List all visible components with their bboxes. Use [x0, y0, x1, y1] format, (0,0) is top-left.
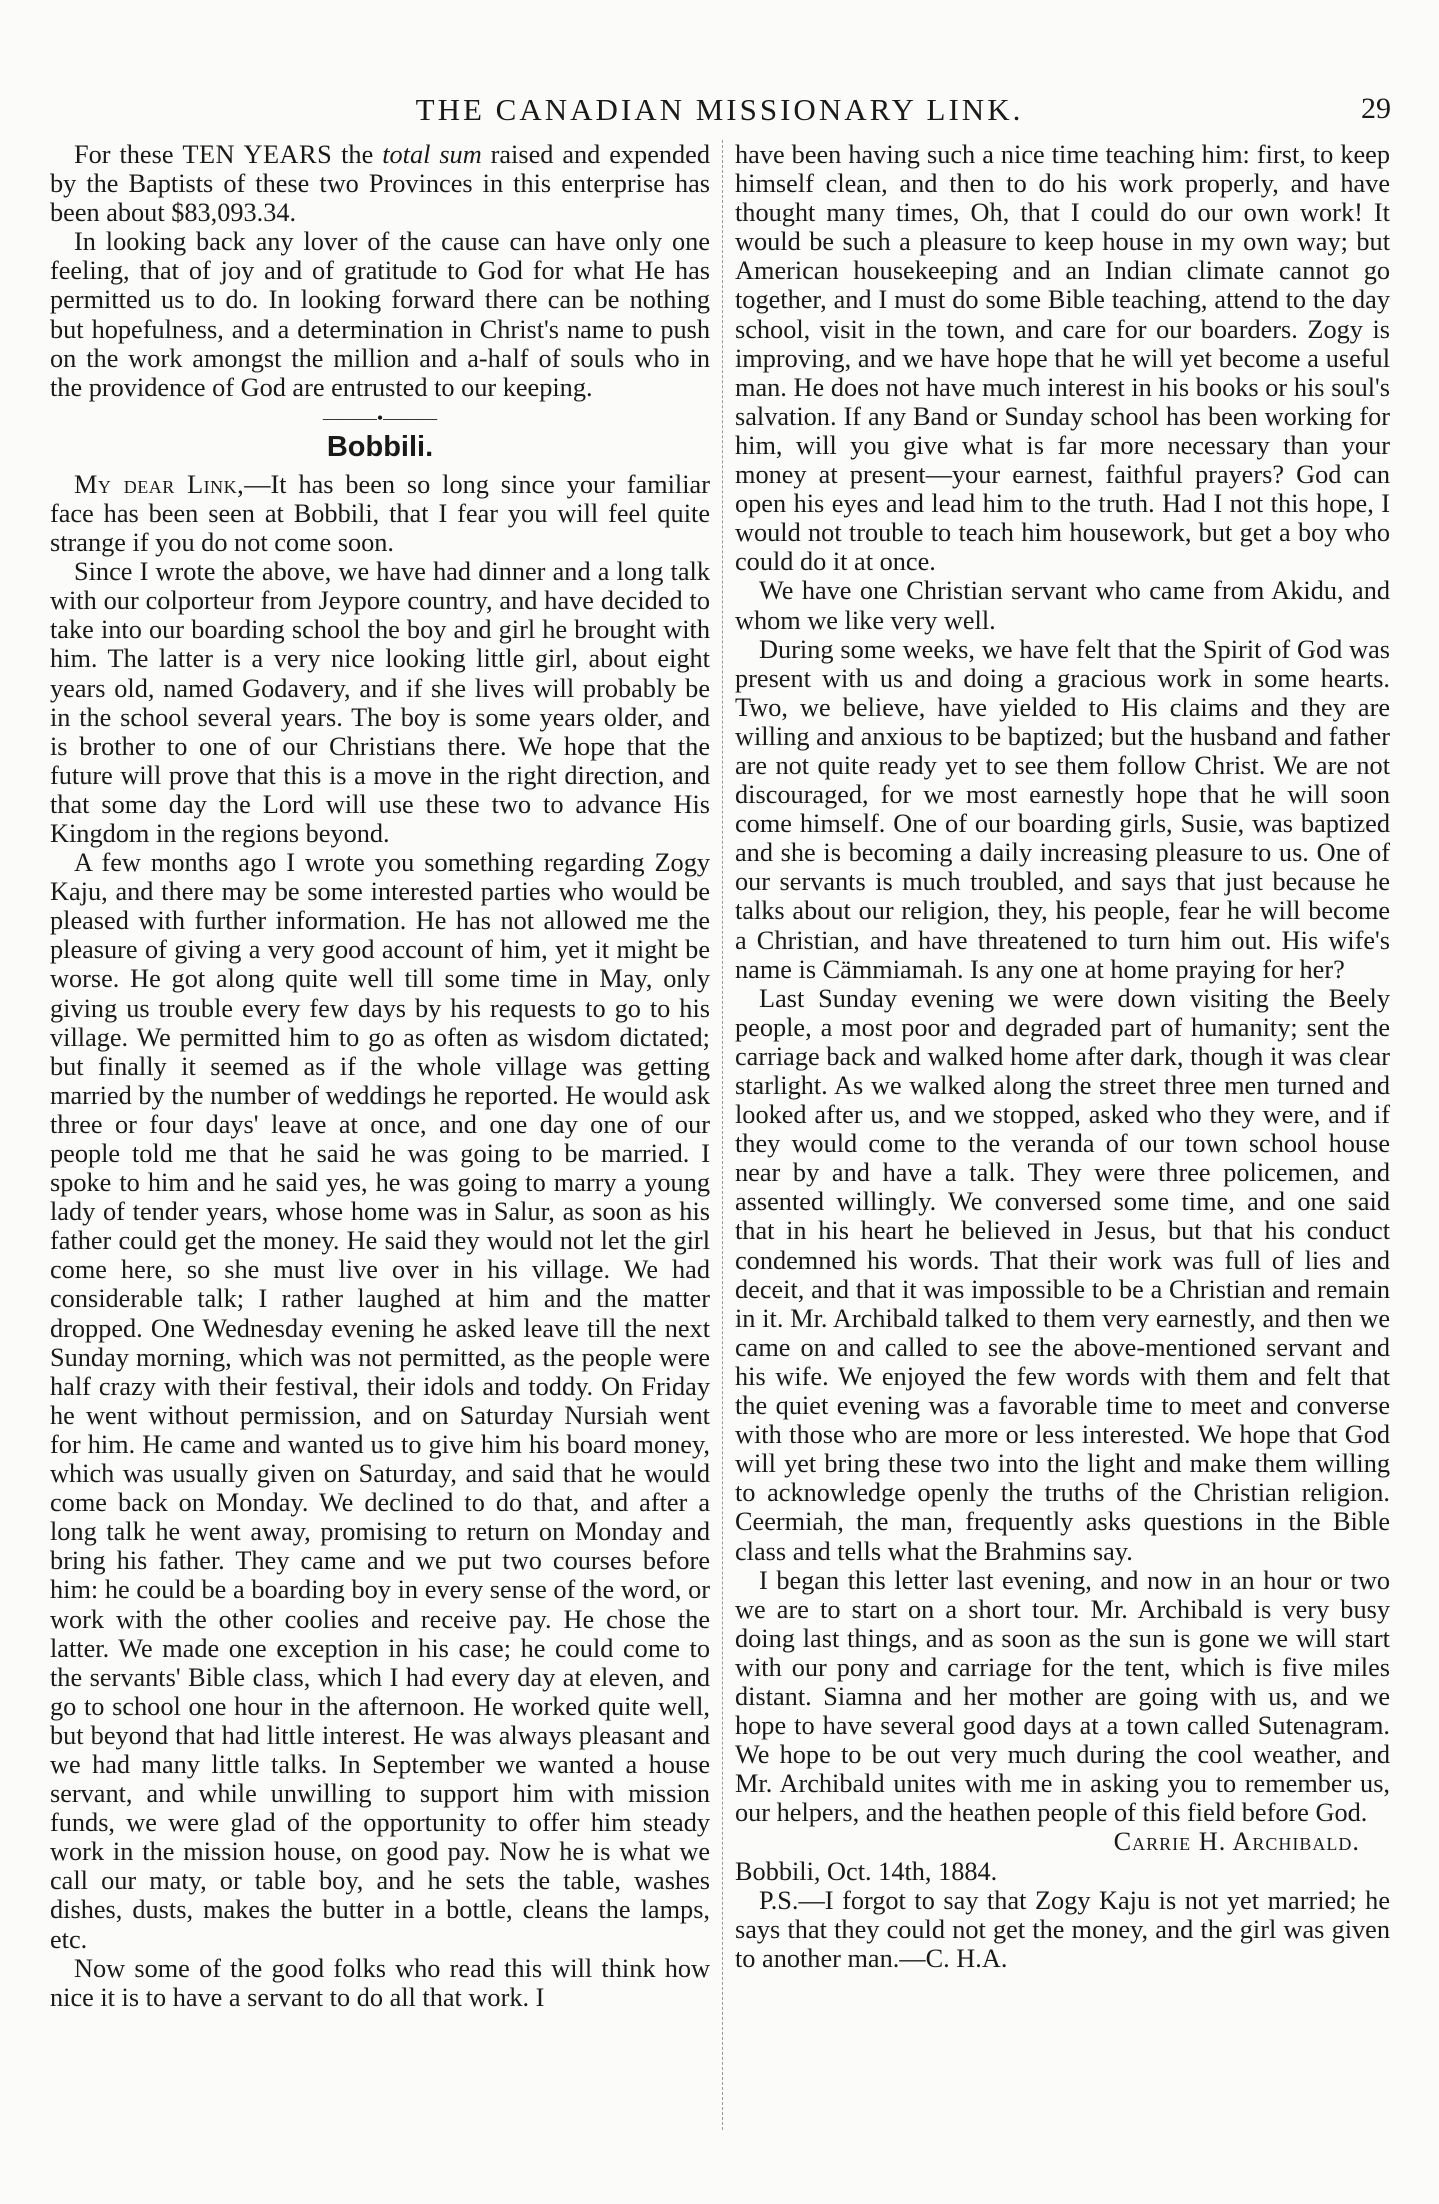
small-caps-run: TEN YEARS — [182, 140, 333, 169]
publication-title: THE CANADIAN MISSIONARY LINK. — [415, 92, 1024, 127]
continued-paragraph: have been having such a nice time teaching him: first, to keep himself clean, and then to do his work properly, and have thought many times, Oh, that I could do our own work! It would be such a pleasure to keep house in my own way; but American housekeeping and an Indian climate cannot go together, and I must do some Bible teaching, attend to the day school, visit in the town, and care for our boarders. Zogy is improving, and we have hope that he will yet become a useful man. He does not have much interest in his books or his soul's salvation. If any Band or Sunday school has been working for him, will you give what is far more necessary than your money at present—your earnest, faithful prayers? God can open his eyes and lead him to the truth. Had I not this hope, I would not trouble to teach him housework, but get a boy who could do it at once. — [735, 140, 1390, 577]
section-title: Bobbili. — [326, 430, 434, 463]
text-run: —It has been so long since your familiar face has been seen at Bobbili, that I fear you will feel quite strange if you do not come soon. — [50, 469, 710, 558]
body-paragraph: I began this letter last evening, and now in an hour or two we are to start on a short tour. Mr. Archibald is very busy doing last things, and as soon as the sun is gone we will start with our pony and carriage for the tent, which is five miles distant. Siamna and her mother are going with us, and we hope to have several good days at a town called Sutenagram. We hope to be out very much during the cool weather, and Mr. Archibald unites with me in asking you to remember us, our helpers, and the heathen people of this field before God. — [735, 1565, 1390, 1828]
text-run: For these — [74, 140, 183, 169]
looking-back-paragraph: In looking back any lover of the cause can have only one feeling, that of joy and of gratitude to God for what He has permitted us to do. In looking forward there can be nothing but hopefulness, and a determination in Christ's name to push on the work amongst the million and a-half of souls who in the providence of God are entrusted to our keeping. — [50, 227, 710, 402]
dateline: Bobbili, Oct. 14th, 1884. — [735, 1856, 998, 1886]
signature: Carrie H. Archibald. — [1113, 1827, 1360, 1857]
left-column — [50, 140, 710, 2012]
body-paragraph: A few months ago I wrote you something regarding Zogy Kaju, and there may be some interested parties who would be pleased with further information. He has not allowed me the pleasure of giving a very good account of him, yet it might be worse. He got along quite well till some time in May, only giving us trouble every few days by his requests to go to his village. We permitted him to go as often as wisdom dictated; but finally it seemed as if the whole village was getting married by the number of weddings he reported. He would ask three or four days' leave at once, and one day one of our people told me that he said he was going to be married. I spoke to him and he said yes, he was going to marry a young lady of tender years, whose home was in Salur, as soon as his father could get the money. He said they would not let the girl come here, so she must live over in his village. We had considerable talk; I rather laughed at him and the matter dropped. One Wednesday evening he asked leave till the next Sunday morning, which was not permitted, as the people were half crazy with their festival, their idols and toddy. On Friday he went without permission, and on Saturday Nursiah went for him. He came and wanted us to give him his board money, which was usually given on Saturday, and said that he would come back on Monday. We declined to do that, and after a long talk he went away, promising to return on Monday and bring his father. They came and we put two courses before him: he could be a boarding boy in every sense of the word, or work with the other coolies and receive pay. He chose the latter. We made one exception in his case; he could come to the servants' Bible class, which I had every day at eleven, and go to school one hour in the afternoon. He worked quite well, but beyond that had little interest. He was always pleasant and we had many little talks. In September we wanted a house servant, and while unwilling to support him with mission funds, we were glad of the opportunity to offer him steady work in the mission house, on good pay. Now he is what we call our maty, or table boy, and he sets the table, washes dishes, dusts, makes the butter in a bottle, cleans the lamps, etc. — [50, 848, 710, 1954]
ten-years-paragraph — [50, 140, 710, 227]
body-paragraph: Now some of the good folks who read this will think how nice it is to have a servant to do all that work. I — [50, 1953, 710, 2012]
body-paragraph: Last Sunday evening we were down visiting the Beely people, a most poor and degraded part of humanity; sent the carriage back and walked home after dark, though it was clear starlight. As we walked along the street three men turned and looked after us, and we stopped, asked who they were, and if they would come to the veranda of our town school house near by and have a talk. They were three policemen, and assented willingly. We conversed some time, and one said that in his heart he believed in Jesus, but that his conduct condemned his words. That their work was full of lies and deceit, and that it was impossible to be a Christian and remain in it. Mr. Archibald talked to them very earnestly, and then we came on and called to see the above-mentioned servant and his wife. We enjoyed the few words with them and felt that the quiet evening was a favorable time to meet and converse with those who are more or less interested. We hope that God will yet bring these two into the light and make them willing to acknowledge openly the truths of the Christian religion. Ceermiah, the man, frequently asks questions in the Bible class and tells what the Brahmins say. — [735, 983, 1390, 1566]
section-ornament: ———•——— — [322, 407, 438, 428]
postscript: P.S.—I forgot to say that Zogy Kaju is not yet married; he says that they could not get the money, and the girl was given to another man.—C. H.A. — [735, 1885, 1390, 1973]
column-divider — [722, 140, 724, 2130]
body-paragraph: We have one Christian servant who came from Akidu, and whom we like very well. — [735, 576, 1390, 635]
salutation-paragraph — [50, 470, 710, 557]
salutation: My dear Link, — [74, 469, 245, 499]
text-run: the — [332, 140, 383, 169]
body-paragraph: Since I wrote the above, we have had dinner and a long talk with our colporteur from Jeypore country, and have decided to take into our boarding school the boy and girl he brought with him. The latter is a very nice looking little girl, about eight years old, named Godavery, and if she lives will probably be in the school several years. The boy is some years older, and is brother to one of our Christians there. We hope that the future will prove that this is a move in the right direction, and that some day the Lord will use these two to advance His Kingdom in the regions beyond. — [50, 557, 710, 848]
right-column — [735, 140, 1390, 1973]
text-run: raised and expended by the Baptists of these two Provinces in this enterprise has been about $83,093.34. — [50, 140, 710, 228]
page-number: 29 — [1361, 92, 1391, 125]
italic-run: total sum — [382, 140, 482, 169]
page-header — [0, 92, 1439, 132]
body-paragraph: During some weeks, we have felt that the Spirit of God was present with us and doing a gracious work in some hearts. Two, we believe, have yielded to His claims and they are willing and anxious to be baptized; but the husband and father are not quite ready yet to see them follow Christ. We are not discouraged, for we most earnestly hope that he will soon come himself. One of our boarding girls, Susie, was baptized and she is becoming a daily increasing pleasure to us. One of our servants is much troubled, and says that just because he talks about our religion, they, his people, fear he will become a Christian, and have threatened to turn him out. His wife's name is Cämmiamah. Is any one at home praying for her? — [735, 634, 1390, 984]
